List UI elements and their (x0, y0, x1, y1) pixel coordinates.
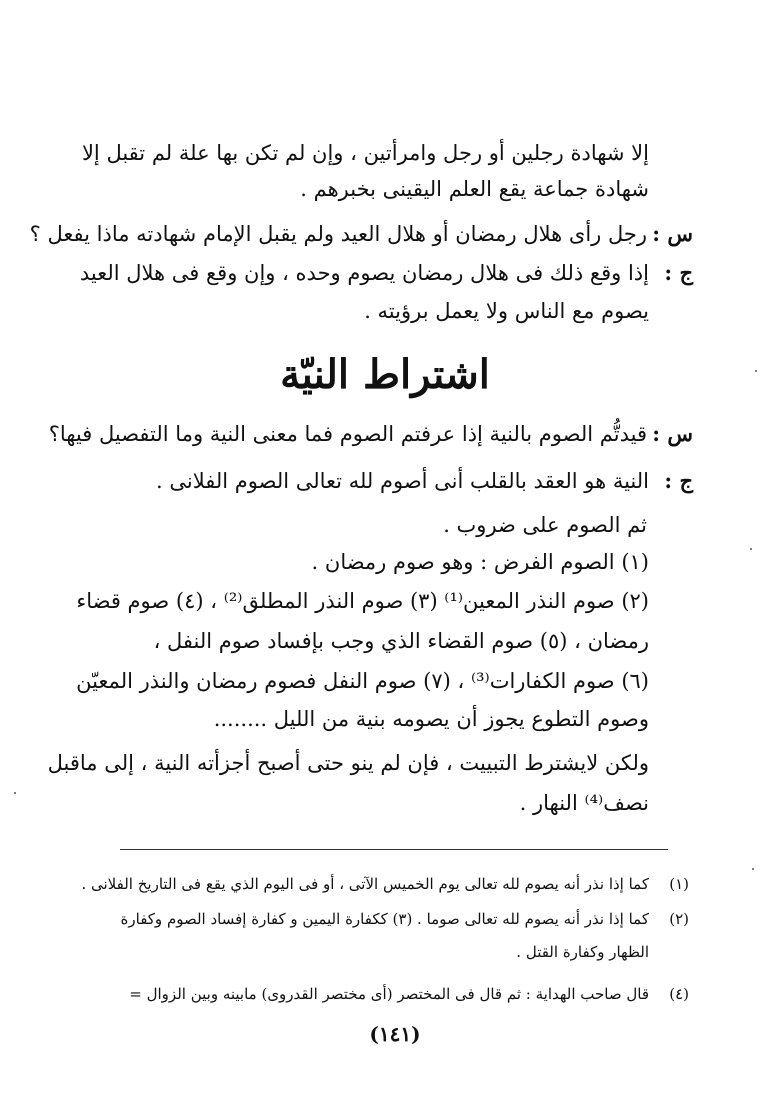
footnote-number: (٤) (669, 985, 689, 1003)
scan-speck (14, 792, 16, 794)
answer-text: يصوم مع الناس ولا يعمل برؤيته . (364, 299, 649, 323)
text-line: (١) الصوم الفرض : وهو صوم رمضان . (311, 550, 649, 574)
text-line: رمضان ، (٥) صوم القضاء الذي وجب بإفساد صوم النفل ، (153, 629, 649, 653)
text-line: وصوم التطوع يجوز أن يصومه بنية من الليل ........ (213, 707, 649, 731)
scan-speck (750, 548, 752, 550)
scan-speck (752, 868, 754, 870)
answer-text: إذا وقع ذلك فى هلال رمضان يصوم وحده ، وإن وقع فى هلال العيد (79, 261, 649, 285)
question-text: قيدتُّم الصوم بالنية إذا عرفتم الصوم فما معنى النية وما التفصيل فيها؟ (48, 422, 647, 446)
text-line: (٢) صوم النذر المعين⁽¹⁾ (٣) صوم النذر المطلق⁽²⁾ ، (٤) صوم قضاء (76, 589, 649, 613)
text-line: ولكن لايشترط التبييت ، فإن لم ينو حتى أصبح أجزأته النية ، إلى ماقبل (47, 751, 649, 775)
text-line: شهادة جماعة يقع العلم اليقينى بخبرهم . (300, 177, 649, 201)
footnote-text: الظهار وكفارة القتل . (516, 943, 649, 961)
answer-label: ج : (664, 468, 693, 493)
text-line: نصف⁽⁴⁾ النهار . (519, 791, 649, 815)
question-label: س : (652, 221, 693, 246)
footnote-number: (١) (669, 875, 689, 893)
answer-label: ج : (664, 260, 693, 285)
answer-text: النية هو العقد بالقلب أنى أصوم لله تعالى الصوم الفلانى . (156, 469, 649, 493)
question-label: س : (652, 421, 693, 446)
page-number: (١٤١) (369, 1022, 421, 1046)
footnote-divider (120, 849, 668, 850)
footnote-text: كما إذا نذر أنه يصوم لله تعالى صوما . (٣) ككفارة اليمين و كفارة إفساد الصوم وكفارة (120, 910, 649, 928)
text-line: إلا شهادة رجلين أو رجل وامرأتين ، وإن لم تكن بها علة لم تقبل إلا (81, 141, 649, 165)
footnote-text: قال صاحب الهداية : ثم قال فى المختصر (أى مختصر القدروى) مابينه وبين الزوال = (129, 985, 649, 1003)
scan-speck (755, 370, 757, 372)
footnote-text: كما إذا نذر أنه يصوم لله تعالى يوم الخميس الآتى ، أو فى اليوم الذي يقع فى التاريخ الفلانى . (81, 875, 649, 893)
footnote-number: (٢) (669, 910, 689, 928)
section-heading: اشتراط النيّة (280, 351, 490, 398)
text-line: (٦) صوم الكفارات⁽³⁾ ، (٧) صوم النفل فصوم رمضان والنذر المعيّن (76, 669, 649, 693)
text-line: ثم الصوم على ضروب . (443, 513, 647, 537)
question-text: رجل رأى هلال رمضان أو هلال العيد ولم يقبل الإمام شهادته ماذا يفعل ؟ (29, 222, 647, 246)
